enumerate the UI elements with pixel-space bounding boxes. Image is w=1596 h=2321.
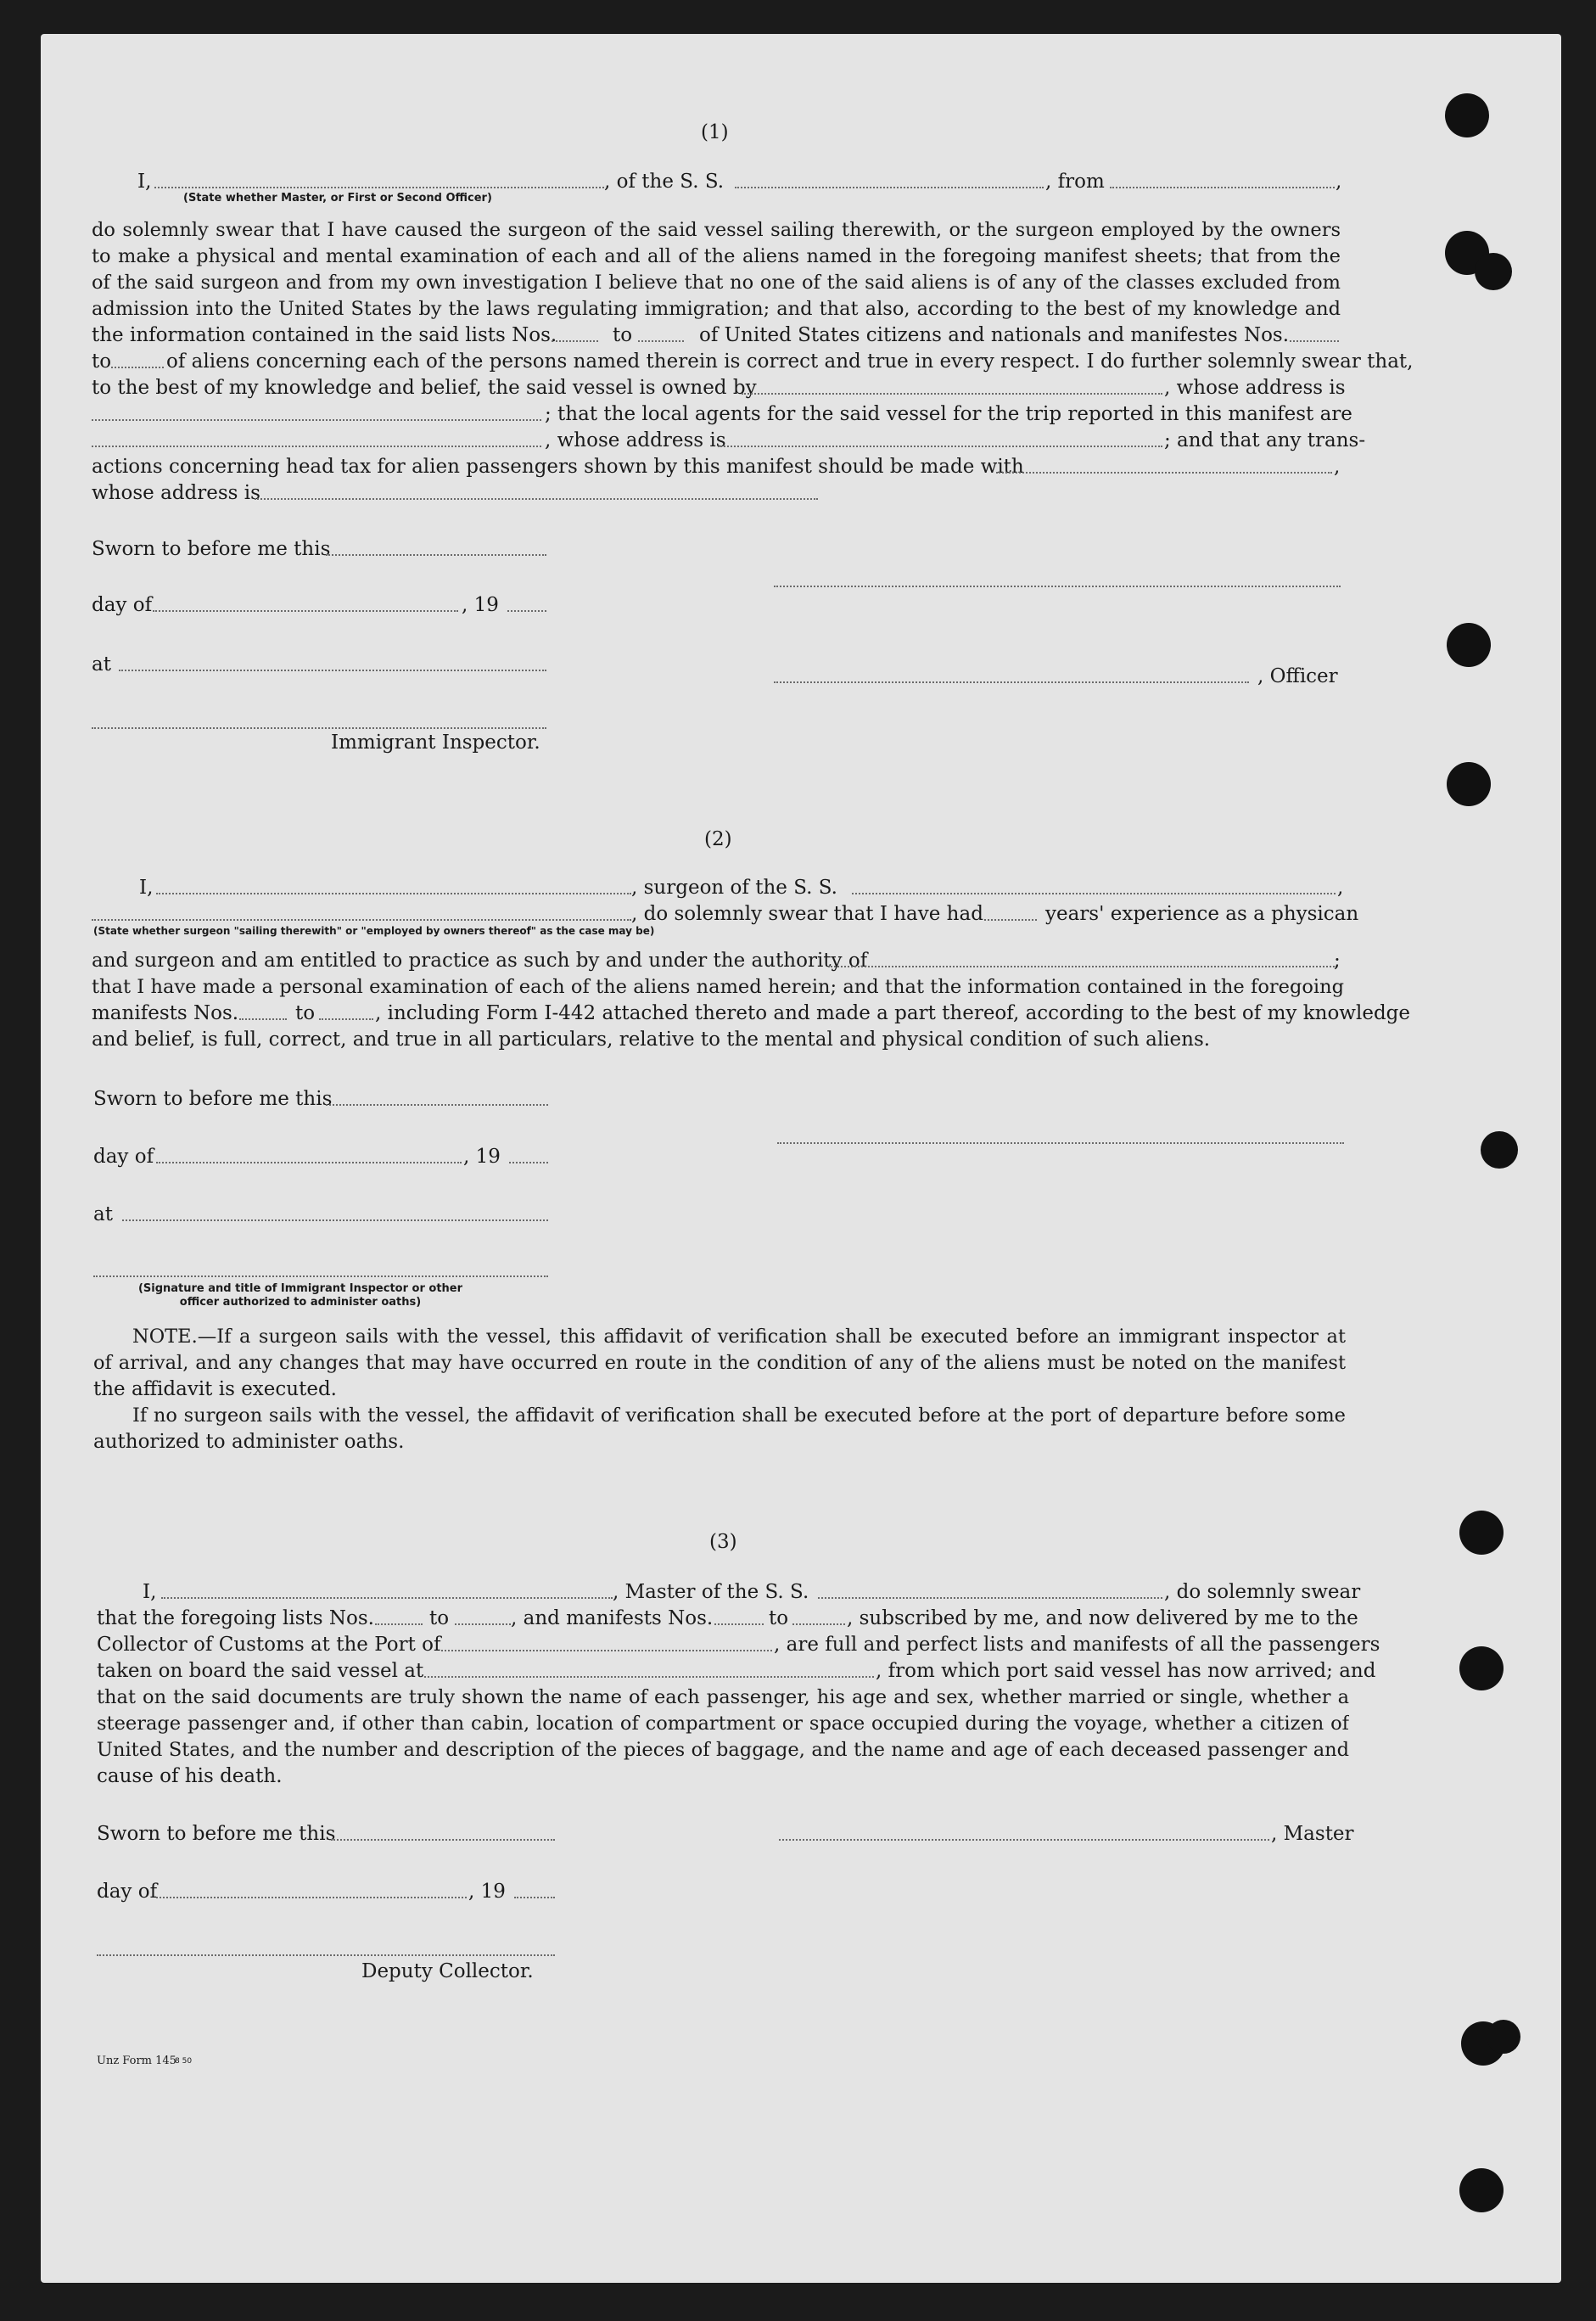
paragraph-last-line: cause of his death. xyxy=(97,1765,283,1787)
form-id: Unz Form 145 xyxy=(97,2055,176,2067)
paragraph-line: of the said surgeon and from my own investigation I believe that no one of the said aliens is of any of the classes excluded from xyxy=(92,272,1341,294)
punch-hole xyxy=(1447,762,1491,806)
taken-label: taken on board the said vessel at xyxy=(97,1660,424,1682)
sworn-label: Sworn to before me this xyxy=(97,1823,336,1845)
manifests-to-field[interactable] xyxy=(792,1623,845,1625)
punch-hole xyxy=(1475,253,1512,290)
owner-field[interactable] xyxy=(742,393,1162,395)
trans-label: ; and that any trans- xyxy=(1164,429,1366,451)
lists-to-field[interactable] xyxy=(455,1623,511,1625)
at-label: at xyxy=(93,1203,113,1225)
surgeon-vessel-field[interactable] xyxy=(852,893,1336,894)
owner-address-field[interactable] xyxy=(92,419,541,421)
declarant-label: I, xyxy=(137,171,152,193)
signature-note: officer authorized to administer oaths) xyxy=(179,1296,422,1309)
year-field[interactable] xyxy=(514,1897,555,1898)
master-label: , Master xyxy=(1271,1823,1354,1845)
surgeon-note: (State whether surgeon "sailing therewith" or "employed by owners thereof" as the case may be) xyxy=(93,925,655,937)
sworn-label: Sworn to before me this xyxy=(93,1088,333,1110)
section-number: (2) xyxy=(704,828,732,850)
years-label: years' experience as a physican xyxy=(1045,903,1359,925)
note-paragraph xyxy=(93,1324,1346,1350)
to-label: to xyxy=(92,350,112,373)
master-signature-field[interactable] xyxy=(779,1839,1269,1841)
master-signature-field[interactable] xyxy=(774,586,1341,587)
manifests-from-field[interactable] xyxy=(1290,340,1339,342)
citizens-label: of United States citizens and nationals and manifestes Nos. xyxy=(699,324,1290,346)
year-label: , 19 xyxy=(468,1881,506,1903)
section-number: (3) xyxy=(709,1531,737,1553)
punch-hole xyxy=(1445,93,1489,137)
note-paragraph xyxy=(93,1403,1346,1429)
from-port-field[interactable] xyxy=(1110,187,1335,188)
punch-hole xyxy=(1481,1131,1518,1169)
at-label: at xyxy=(92,653,111,676)
punch-hole xyxy=(1487,2020,1520,2054)
collector-label: Collector of Customs at the Port of xyxy=(97,1634,441,1656)
paragraph-line: If no surgeon sails with the vessel, the affidavit of verification shall be executed before at the port of departure before some xyxy=(132,1404,1346,1427)
head-tax-address-field[interactable] xyxy=(255,498,818,500)
to-label: to xyxy=(613,324,633,346)
paragraph-line: that on the said documents are truly shown the name of each passenger, his age and sex, whether married or single, whether a xyxy=(97,1686,1349,1708)
vessel-name-field[interactable] xyxy=(735,187,1044,188)
head-tax-address-label: whose address is xyxy=(92,482,260,504)
lists-label: the information contained in the said lists Nos. xyxy=(92,324,557,346)
paragraph-line: that I have made a personal examination of each of the aliens named herein; and that the information contained in the foregoing xyxy=(92,976,1344,998)
from-label: , from xyxy=(1045,171,1105,193)
deputy-signature-field[interactable] xyxy=(97,1954,555,1956)
to-label: to xyxy=(429,1607,450,1629)
subscribed-label: , subscribed by me, and now delivered by me to the xyxy=(847,1607,1358,1629)
section3-paragraph xyxy=(97,1685,1349,1763)
punch-hole xyxy=(1447,623,1491,667)
sworn-day-field[interactable] xyxy=(331,1839,555,1841)
at-place-field[interactable] xyxy=(119,670,546,671)
swear-label: , do solemnly swear xyxy=(1164,1581,1361,1603)
officer-note: (State whether Master, or First or Second Officer) xyxy=(183,192,492,205)
year-label: , 19 xyxy=(463,1146,501,1168)
lists-from-field[interactable] xyxy=(375,1623,423,1625)
master-name-field[interactable] xyxy=(161,1597,613,1599)
deputy-label: Deputy Collector. xyxy=(361,1960,534,1982)
day-of-label: day of xyxy=(92,594,153,616)
agents-label: ; that the local agents for the said vessel for the trip reported in this manifest are xyxy=(545,403,1352,425)
paragraph-line: to make a physical and mental examination of each and all of the aliens named in the foregoing manifest sheets; that from the xyxy=(92,245,1341,267)
full-lists-label: , are full and perfect lists and manifests of all the passengers xyxy=(774,1634,1380,1656)
surgeon-signature-field[interactable] xyxy=(777,1142,1344,1144)
inspector-signature-field[interactable] xyxy=(93,1275,548,1277)
paragraph-line: NOTE.—If a surgeon sails with the vessel, this affidavit of verification shall be executed before an immigrant inspector at xyxy=(132,1326,1346,1348)
manifests-label: manifests Nos. xyxy=(92,1002,239,1024)
manifests-from-field[interactable] xyxy=(239,1018,287,1020)
comma: , xyxy=(1336,171,1342,193)
surgeon-status-field[interactable] xyxy=(92,919,631,921)
comma: , xyxy=(1337,877,1344,899)
signature-note: (Signature and title of Immigrant Inspector or other xyxy=(137,1282,463,1295)
port-field[interactable] xyxy=(441,1650,772,1651)
agents-address-label: , whose address is xyxy=(545,429,726,451)
owner-address-label: , whose address is xyxy=(1164,377,1346,399)
inspector-signature-field[interactable] xyxy=(92,727,546,729)
officer-signature-field[interactable] xyxy=(774,681,1249,683)
paragraph-line: steerage passenger and, if other than cabin, location of compartment or space occupied during the voyage, whether a citizen of xyxy=(97,1713,1349,1735)
paragraph-line: do solemnly swear that I have caused the surgeon of the said vessel sailing therewith, or the surgeon employed by the owners xyxy=(92,219,1341,241)
surgeon-of-label: , surgeon of the S. S. xyxy=(631,877,837,899)
owner-label: to the best of my knowledge and belief, the said vessel is owned by xyxy=(92,377,757,399)
to-label: to xyxy=(769,1607,789,1629)
manifests-from-field[interactable] xyxy=(714,1623,764,1625)
day-of-field[interactable] xyxy=(153,610,458,612)
punch-hole xyxy=(1459,1511,1504,1555)
to-label: to xyxy=(295,1002,316,1024)
year-field[interactable] xyxy=(507,610,546,612)
year-field[interactable] xyxy=(509,1162,548,1163)
day-of-label: day of xyxy=(93,1146,154,1168)
day-of-label: day of xyxy=(97,1881,158,1903)
from-which-label: , from which port said vessel has now arrived; and xyxy=(876,1660,1376,1682)
lists-from-field[interactable] xyxy=(552,340,598,342)
declarant-name-field[interactable] xyxy=(154,187,604,188)
manifests-to-field[interactable] xyxy=(319,1018,373,1020)
note-last-line: the affidavit is executed. xyxy=(93,1378,337,1400)
paragraph-line: United States, and the number and description of the pieces of baggage, and the name and age of each deceased passenger and xyxy=(97,1739,1349,1761)
sworn-day-field[interactable] xyxy=(326,1104,548,1106)
master-vessel-field[interactable] xyxy=(818,1597,1162,1599)
note-last-line: authorized to administer oaths. xyxy=(93,1431,405,1453)
manifests-label: , and manifests Nos. xyxy=(511,1607,714,1629)
semicolon: ; xyxy=(1334,950,1341,972)
sworn-label: Sworn to before me this xyxy=(92,538,331,560)
section1-paragraph xyxy=(92,217,1341,322)
comma: , xyxy=(1334,456,1341,478)
head-tax-label: actions concerning head tax for alien passengers shown by this manifest should be made with xyxy=(92,456,1024,478)
lists-label: that the foregoing lists Nos. xyxy=(97,1607,374,1629)
surgeon-i-label: I, xyxy=(139,877,154,899)
vessel-label: , of the S. S. xyxy=(604,171,725,193)
officer-label: , Officer xyxy=(1257,665,1338,687)
aliens-text: of aliens concerning each of the persons named therein is correct and true in every respect. I do further solemnly swear that, xyxy=(166,350,1414,373)
day-of-field[interactable] xyxy=(156,1897,467,1898)
years-field[interactable] xyxy=(984,919,1037,921)
head-tax-field[interactable] xyxy=(996,472,1332,474)
lists-to-field[interactable] xyxy=(638,340,684,342)
punch-hole xyxy=(1459,2168,1504,2212)
surgeon-name-field[interactable] xyxy=(156,893,631,894)
paragraph-line: of arrival, and any changes that may have occurred en route in the condition of any of the aliens must be noted on the manifest xyxy=(93,1352,1346,1374)
departure-port-field[interactable] xyxy=(424,1676,874,1678)
section-number: (1) xyxy=(701,121,729,143)
sworn-day-field[interactable] xyxy=(326,554,546,556)
exam-line xyxy=(92,974,1344,1001)
belief-label: and belief, is full, correct, and true in all particulars, relative to the mental and physical condition of such aliens. xyxy=(92,1029,1211,1051)
inspector-label: Immigrant Inspector. xyxy=(331,732,540,754)
authority-label: and surgeon and am entitled to practice as such by and under the authority of xyxy=(92,950,868,972)
punch-hole xyxy=(1459,1646,1504,1690)
authority-field[interactable] xyxy=(828,966,1337,967)
master-of-label: , Master of the S. S. xyxy=(613,1581,809,1603)
year-label: , 19 xyxy=(462,594,499,616)
form-date: 8 50 xyxy=(175,2057,193,2066)
day-of-field[interactable] xyxy=(156,1162,462,1163)
manifests-to-field[interactable] xyxy=(111,367,164,368)
swear-label: , do solemnly swear that I have had xyxy=(631,903,983,925)
agents-address-field[interactable] xyxy=(718,446,1162,447)
master-i-label: I, xyxy=(143,1581,157,1603)
including-label: , including Form I-442 attached thereto and made a part thereof, according to the best of my knowledge xyxy=(375,1002,1410,1024)
agents-field[interactable] xyxy=(92,446,541,447)
at-place-field[interactable] xyxy=(122,1219,548,1221)
note-paragraph xyxy=(93,1350,1346,1376)
paragraph-line: admission into the United States by the laws regulating immigration; and that also, according to the best of my knowledge and xyxy=(92,298,1341,320)
